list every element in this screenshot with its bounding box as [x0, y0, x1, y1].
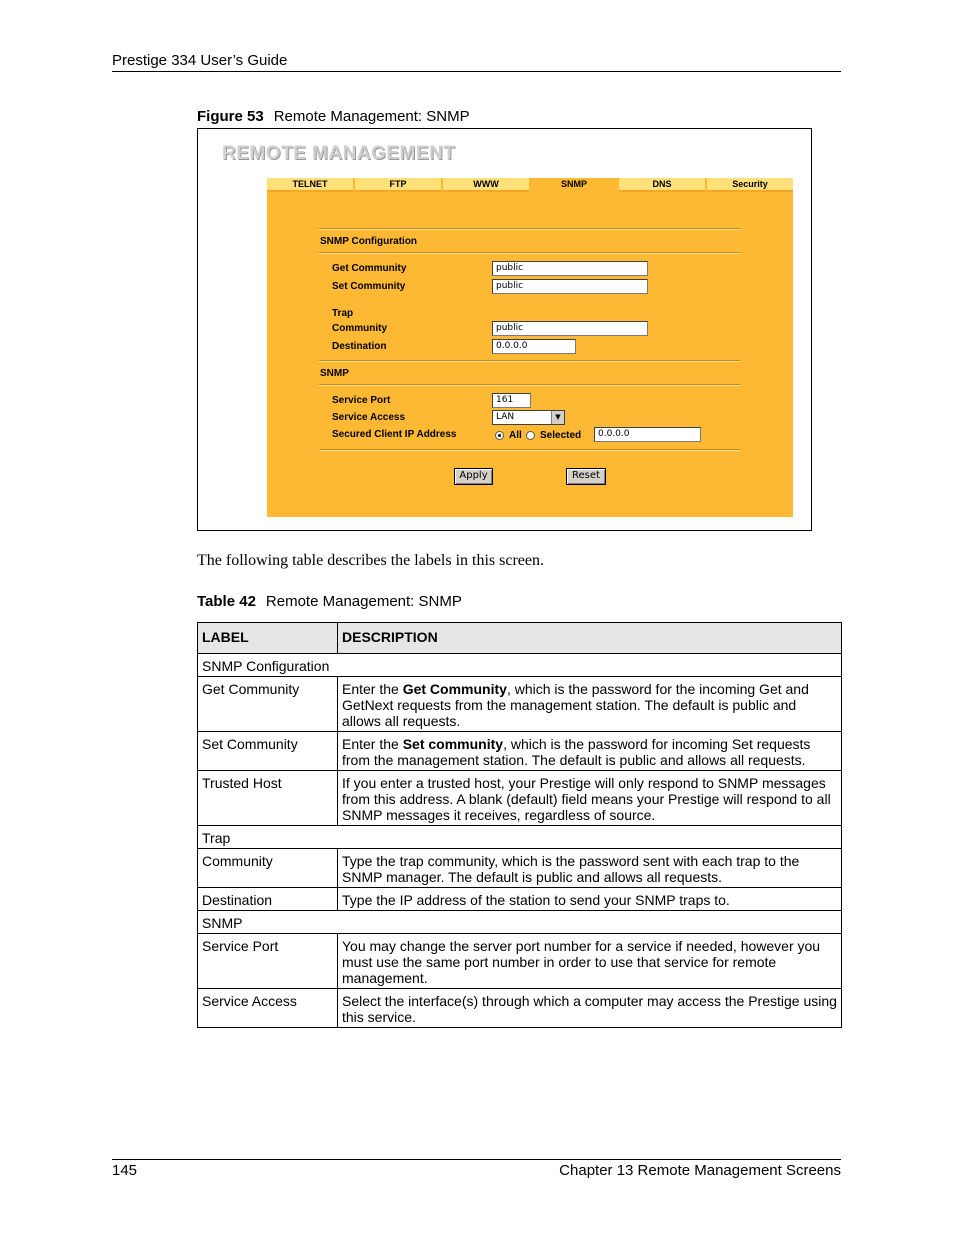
description-cell: You may change the server port number for a service if needed, however you must use the same port number in order to use that service for remote management.: [338, 934, 842, 989]
label-cell: Community: [198, 849, 338, 888]
table-row: [198, 888, 842, 911]
header-rule: [112, 71, 841, 72]
tab-www[interactable]: WWW: [443, 178, 529, 192]
label-cell: Service Access: [198, 989, 338, 1028]
description-cell: Enter the Get Community, which is the password for the incoming Get and GetNext requests from the management station. The default is public and allows all requests.: [338, 677, 842, 732]
intro-paragraph: The following table describes the labels in this screen.: [197, 552, 545, 569]
section-divider: [319, 384, 740, 386]
section-divider: [319, 449, 740, 451]
apply-button[interactable]: Apply: [454, 468, 493, 485]
radio-selected[interactable]: [526, 431, 535, 440]
table-row: [198, 677, 842, 732]
set-community-label: Set Community: [332, 281, 406, 292]
section-divider: [319, 252, 740, 254]
table-row: [198, 732, 842, 771]
table-row: [198, 989, 842, 1028]
radio-all-label: All: [509, 430, 522, 441]
figure-label: Figure 53: [197, 108, 264, 125]
radio-all[interactable]: [495, 431, 504, 440]
table-caption: [197, 593, 462, 610]
section-cell: SNMP Configuration: [198, 654, 842, 677]
get-community-label: Get Community: [332, 263, 407, 274]
section-cell: SNMP: [198, 911, 842, 934]
header-description: DESCRIPTION: [338, 623, 842, 654]
table-header-row: [198, 623, 842, 654]
table-row: [198, 849, 842, 888]
table-row: [198, 826, 842, 849]
radio-selected-label: Selected: [540, 430, 582, 441]
description-cell: Type the IP address of the station to send your SNMP traps to.: [338, 888, 842, 911]
table-row: [198, 771, 842, 826]
description-cell: If you enter a trusted host, your Prestige will only respond to SNMP messages from this address. A blank (default) field means your Prestige will respond to all SNMP messages it receives, regardless of source.: [338, 771, 842, 826]
table-row: [198, 654, 842, 677]
service-access-select[interactable]: [492, 410, 565, 425]
snmp-config-heading: SNMP Configuration: [320, 236, 418, 247]
section-divider: [319, 228, 740, 230]
tab-bar: [267, 178, 793, 192]
page-number: 145: [112, 1162, 138, 1179]
trap-destination-label: Destination: [332, 341, 387, 352]
tab-ftp[interactable]: FTP: [355, 178, 441, 192]
description-cell: Type the trap community, which is the password sent with each trap to the SNMP manager. The default is public and allows all requests.: [338, 849, 842, 888]
table-row: [198, 911, 842, 934]
tab-security[interactable]: Security: [707, 178, 793, 192]
description-cell: Select the interface(s) through which a computer may access the Prestige using this service.: [338, 989, 842, 1028]
trap-community-label: Community: [332, 323, 387, 334]
label-cell: Get Community: [198, 677, 338, 732]
reset-button[interactable]: Reset: [566, 468, 606, 485]
section-cell: Trap: [198, 826, 842, 849]
get-community-input[interactable]: public: [492, 261, 648, 276]
table-row: [198, 934, 842, 989]
service-access-value: LAN: [496, 412, 515, 422]
snmp-heading: SNMP: [320, 368, 349, 379]
figure-caption: [197, 108, 470, 125]
trap-destination-input[interactable]: 0.0.0.0: [492, 339, 576, 354]
screen-title: REMOTE MANAGEMENT: [222, 143, 456, 164]
secured-client-ip-label: Secured Client IP Address: [332, 429, 457, 440]
label-description-table: [197, 622, 842, 1028]
table-label: Table 42: [197, 593, 256, 610]
description-cell: Enter the Set community, which is the password for incoming Set requests from the management station. The default is public and allows all requests.: [338, 732, 842, 771]
header-label: LABEL: [198, 623, 338, 654]
set-community-input[interactable]: public: [492, 279, 648, 294]
chapter-title: Chapter 13 Remote Management Screens: [559, 1162, 841, 1179]
label-cell: Destination: [198, 888, 338, 911]
label-cell: Service Port: [198, 934, 338, 989]
service-port-input[interactable]: 161: [492, 393, 531, 408]
section-divider: [319, 360, 740, 362]
trap-label: Trap: [332, 308, 354, 319]
footer-rule: [112, 1159, 841, 1160]
label-cell: Trusted Host: [198, 771, 338, 826]
figure-caption-text: Remote Management: SNMP: [273, 108, 470, 125]
service-port-label: Service Port: [332, 395, 391, 406]
service-access-label: Service Access: [332, 412, 406, 423]
tab-dns[interactable]: DNS: [619, 178, 705, 192]
chevron-down-icon[interactable]: ▼: [551, 411, 564, 424]
secured-client-ip-input[interactable]: 0.0.0.0: [594, 427, 701, 442]
running-header: Prestige 334 User’s Guide: [112, 52, 288, 69]
trap-community-input[interactable]: public: [492, 321, 648, 336]
label-cell: Set Community: [198, 732, 338, 771]
table-caption-text: Remote Management: SNMP: [265, 593, 462, 610]
tab-snmp[interactable]: SNMP: [531, 178, 617, 192]
tab-telnet[interactable]: TELNET: [267, 178, 353, 192]
